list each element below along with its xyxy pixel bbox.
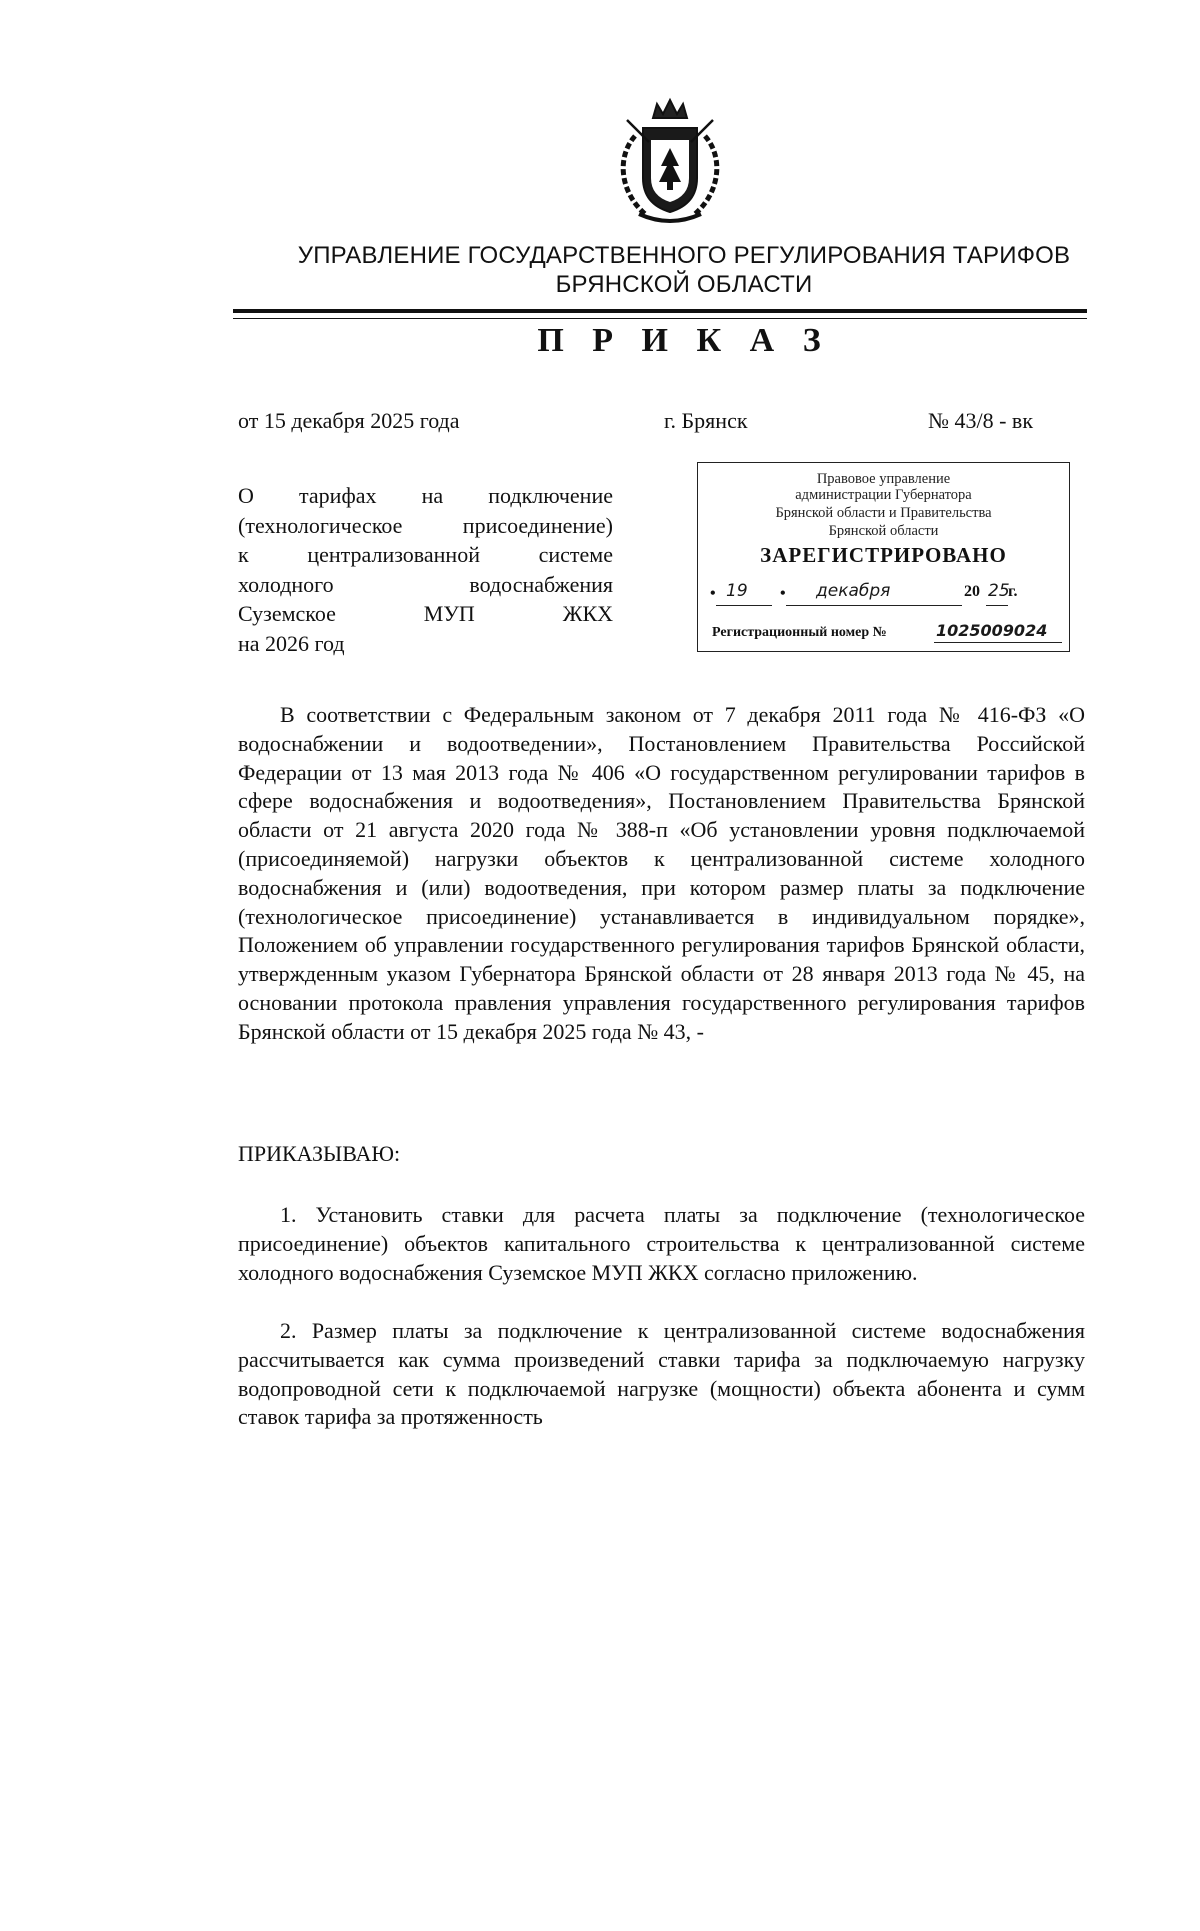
stamp-year-suffix: 25 <box>988 581 1010 601</box>
subject-line: Суземское МУП ЖКХ <box>238 601 613 626</box>
stamp-registered-label: ЗАРЕГИСТРИРОВАНО <box>760 543 1007 567</box>
stamp-date-dot: • <box>710 585 716 602</box>
stamp-day: 19 <box>726 581 748 601</box>
stamp-authority-line4: Брянской области <box>828 523 939 539</box>
document-title: П Р И К А З <box>537 322 831 359</box>
registration-stamp <box>697 462 1070 652</box>
stamp-registration-number <box>708 623 1063 647</box>
stamp-date <box>708 581 1058 611</box>
stamp-authority-line2: администрации Губернатора <box>795 487 972 503</box>
stamp-year-prefix: 20 <box>964 583 980 600</box>
order-subject <box>238 481 613 658</box>
subject-line: (технологическое присоединение) <box>238 512 613 538</box>
stamp-month: декабря <box>816 581 891 601</box>
subject-line: холодного водоснабжения <box>238 571 613 597</box>
order-item-2: 2. Размер платы за подключение к централизованной системе водоснабжения рассчитывается как сумма произведений ставки тарифа за подключаемую нагрузку водопроводной сети к подключаемой нагрузке (мощности) объекта абонента и сумм ставок тарифа за протяженность <box>238 1318 1085 1430</box>
stamp-authority-line1: Правовое управление <box>816 471 951 487</box>
header-rule-thick <box>233 309 1087 313</box>
coat-of-arms-emblem <box>605 96 735 231</box>
order-item-1: 1. Установить ставки для расчета платы за подключение (технологическое присоединение) объектов капитального строительства к централизованной системе холодного водоснабжения Суземское МУП ЖКХ согласно приложению. <box>238 1202 1085 1285</box>
stamp-day-underline <box>716 605 772 606</box>
order-directive-word: ПРИКАЗЫВАЮ: <box>238 1141 401 1166</box>
stamp-regnum-underline <box>934 642 1062 643</box>
subject-line: к централизованной системе <box>238 542 613 567</box>
stamp-regnum-label: Регистрационный номер № <box>712 625 887 640</box>
subject-line: О тарифах на подключение <box>238 483 613 508</box>
organization-name-line2: БРЯНСКОЙ ОБЛАСТИ <box>555 271 813 298</box>
stamp-month-underline <box>786 605 962 606</box>
order-date: от 15 декабря 2025 года <box>238 408 460 433</box>
stamp-date-dot: • <box>780 585 786 602</box>
order-number: № 43/8 - вк <box>928 408 1034 433</box>
stamp-year-postfix: г. <box>1008 583 1018 600</box>
subject-line: на 2026 год <box>238 630 345 656</box>
stamp-regnum-value: 1025009024 <box>936 621 1048 640</box>
organization-name-line1: УПРАВЛЕНИЕ ГОСУДАРСТВЕННОГО РЕГУЛИРОВАНИЯ ТАРИФОВ <box>297 242 1071 269</box>
stamp-year-underline <box>986 605 1008 606</box>
header-rule-thin <box>233 318 1087 319</box>
order-city: г. Брянск <box>664 408 748 433</box>
stamp-authority-line3: Брянской области и Правительства <box>775 505 992 521</box>
preamble-paragraph: В соответствии с Федеральным законом от 7 декабря 2011 года № 416-ФЗ «О водоснабжении и водоотведении», Постановлением Правительства Российской Федерации от 13 мая 2013 года № 406 «О государственном регулировании тарифов в сфере водоснабжения и водоотведения», Постановлением Правительства Брянской области от 21 августа 2020 года № 388-п «Об установлении уровня подключаемой (присоединяемой) нагрузки объектов к централизованной системе холодного водоснабжения и (или) водоотведения, при котором размер платы за подключение (технологическое присоединение) устанавливается в индивидуальном порядке», Положением об управлении государственного регулирования тарифов Брянской области, утвержденным указом Губернатора Брянской области от 28 января 2013 года № 45, на основании протокола правления управления государственного регулирования тарифов Брянской области от 15 декабря 2025 года № 43, - <box>238 702 1085 1044</box>
